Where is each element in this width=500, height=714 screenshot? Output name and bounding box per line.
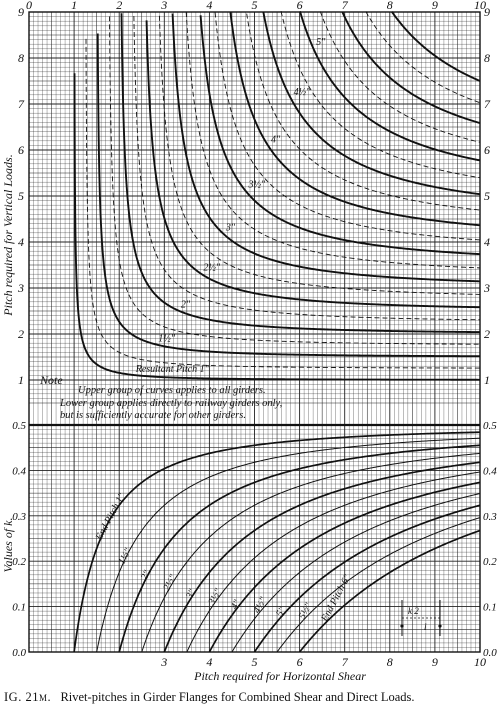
top-x-tick-label: 1 — [71, 0, 78, 12]
lower-y-tick-label: 0.4 — [12, 465, 26, 478]
upper-curve-label: 3½" — [248, 179, 266, 191]
note-title: Note — [40, 373, 63, 387]
lower-y-tick-label: 0.0 — [12, 647, 26, 659]
upper-y-tick-label: 3 — [18, 281, 24, 295]
lower-curve — [277, 518, 480, 652]
note-line-3: but is sufficiently accurate for other girders. — [60, 410, 246, 421]
lower-curve — [187, 472, 480, 652]
lower-curve-label: End Pitch 1" — [93, 491, 128, 543]
inset-label-l: l — [424, 622, 427, 632]
lower-y-tick-label-right: 0.2 — [483, 556, 497, 569]
lower-curve-label: 2½" — [161, 572, 180, 593]
bottom-x-tick-label: 9 — [431, 655, 438, 669]
bottom-x-tick-label: 7 — [341, 655, 348, 669]
upper-curve — [320, 11, 480, 142]
upper-curve-label: Resultant Pitch 1" — [135, 363, 209, 375]
inset-diagram — [400, 600, 441, 636]
top-x-tick-label: 10 — [474, 0, 486, 12]
bottom-x-tick-label: 8 — [386, 655, 393, 669]
lower-y-tick-label: 0.2 — [12, 556, 26, 569]
bottom-x-tick-label: 4 — [206, 655, 213, 669]
upper-curve — [173, 13, 480, 281]
upper-y-tick-label-right: 3 — [484, 281, 490, 295]
lower-curve-label: 3" — [184, 587, 199, 601]
upper-y-tick-label-right: 2 — [484, 327, 490, 341]
upper-y-tick-label-right: 4 — [484, 235, 490, 249]
top-x-tick-label: 9 — [431, 0, 438, 12]
note-line-2: Lower group applies directly to railway girders only, — [60, 398, 283, 409]
upper-y-tick-label-right: 1 — [484, 373, 490, 387]
lower-y-tick-label: 0.1 — [12, 601, 26, 614]
upper-y-tick-label: 7 — [18, 97, 24, 111]
lower-curve-label: 5" — [274, 605, 289, 619]
caption-label: IG. 21m. — [4, 690, 52, 704]
upper-curve — [86, 36, 480, 368]
x-axis-label: Pitch required for Horizontal Shear — [194, 669, 366, 683]
upper-y-tick-label: 1 — [18, 373, 24, 387]
lower-y-tick-label: 0.3 — [12, 510, 26, 523]
upper-y-tick-label-right: 6 — [484, 143, 490, 157]
upper-curve — [110, 16, 481, 344]
lower-curve-label: 2" — [138, 568, 153, 583]
upper-curve-label: 5" — [316, 36, 326, 48]
inset-label-k2: k 2 — [408, 606, 419, 616]
lower-curve-label: End Pitch 6" — [319, 572, 354, 624]
top-x-tick-label: 2 — [116, 0, 123, 12]
bottom-x-tick-label: 3 — [161, 655, 168, 669]
upper-curve-label: 4" — [271, 134, 281, 146]
top-x-tick-label: 6 — [296, 0, 303, 12]
upper-y-tick-label: 9 — [18, 5, 24, 19]
top-x-tick-label: 7 — [341, 0, 348, 12]
upper-curve-label: 2" — [180, 299, 191, 311]
upper-y-tick-label-right: 8 — [484, 51, 490, 65]
bottom-x-tick-label: 5 — [251, 655, 258, 669]
top-x-tick-label: 0 — [26, 0, 32, 12]
upper-y-tick-label: 5 — [18, 189, 24, 203]
upper-curve-label: 3" — [225, 222, 236, 234]
top-x-tick-label: 3 — [161, 0, 168, 12]
top-x-tick-label: 8 — [386, 0, 393, 12]
lower-y-tick-label-right: 0.1 — [483, 601, 497, 614]
lower-curve-label: 3½" — [206, 586, 225, 607]
lower-curve-label: 4½" — [251, 595, 270, 616]
upper-y-tick-label: 6 — [18, 143, 24, 157]
lower-y-tick-label-right: 0.3 — [483, 510, 497, 523]
upper-curve-label: 1½" — [158, 333, 175, 345]
caption-text: Rivet-pitches in Girder Flanges for Combined Shear and Direct Loads. — [60, 690, 415, 704]
lower-curve-label: 5½" — [296, 601, 315, 622]
upper-y-tick-label-right: 5 — [484, 189, 490, 203]
bottom-x-tick-label: 10 — [474, 655, 486, 669]
upper-curve — [230, 12, 480, 225]
note-line-1: Upper group of curves applies to all girders. — [78, 385, 266, 396]
lower-y-tick-label-right: 0.5 — [483, 420, 497, 432]
lower-y-axis-label: Values of k. — [1, 517, 15, 573]
lower-curve-label: 1½" — [116, 546, 134, 567]
top-x-tick-label: 4 — [206, 0, 213, 12]
upper-y-tick-label: 4 — [18, 235, 24, 249]
upper-y-axis-label: Pitch required for Vertical Loads. — [1, 154, 15, 316]
upper-curve — [366, 11, 480, 102]
upper-y-tick-label-right: 9 — [484, 5, 490, 19]
figure-caption — [4, 690, 498, 705]
bottom-x-tick-label: 6 — [296, 655, 303, 669]
lower-y-tick-label: 0.5 — [12, 420, 26, 432]
lower-y-tick-label-right: 0.0 — [483, 647, 497, 659]
upper-curve — [98, 34, 480, 357]
upper-curve — [342, 12, 480, 123]
upper-y-tick-label: 8 — [18, 51, 24, 65]
lower-curve — [142, 453, 480, 652]
top-x-tick-label: 5 — [251, 0, 258, 12]
upper-y-tick-label-right: 7 — [484, 97, 490, 111]
upper-curve-label: 4½" — [293, 86, 311, 98]
lower-curve-label: 4" — [229, 598, 244, 612]
upper-y-tick-label: 2 — [18, 327, 24, 341]
upper-curve — [392, 12, 480, 81]
lower-y-tick-label-right: 0.4 — [483, 465, 497, 478]
upper-curve-label: 2½" — [203, 262, 221, 274]
